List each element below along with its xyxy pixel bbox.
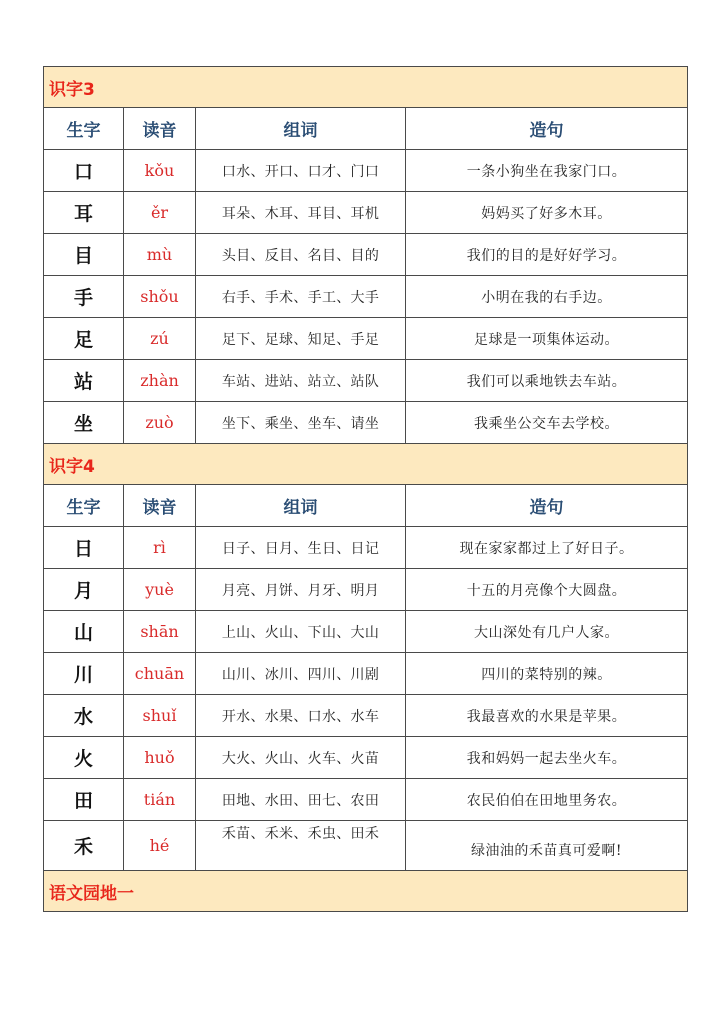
- character-cell: 水: [44, 695, 124, 737]
- pinyin-cell: shuǐ: [124, 695, 196, 737]
- sentence-cell: 小明在我的右手边。: [406, 276, 688, 318]
- vocabulary-table-body: [44, 67, 688, 912]
- column-header-row: [44, 485, 688, 527]
- character-cell: 禾: [44, 821, 124, 871]
- pinyin-cell: rì: [124, 527, 196, 569]
- character-cell: 耳: [44, 192, 124, 234]
- words-cell: 车站、进站、站立、站队: [196, 360, 406, 402]
- sentence-cell: 我最喜欢的水果是苹果。: [406, 695, 688, 737]
- sentence-cell: 大山深处有几户人家。: [406, 611, 688, 653]
- section-title: 识字4: [44, 444, 688, 485]
- sentence-cell: 妈妈买了好多木耳。: [406, 192, 688, 234]
- character-cell: 日: [44, 527, 124, 569]
- sentence-cell: 农民伯伯在田地里务农。: [406, 779, 688, 821]
- table-row: [44, 234, 688, 276]
- table-row: [44, 737, 688, 779]
- pinyin-cell: mù: [124, 234, 196, 276]
- words-cell: 口水、开口、口才、门口: [196, 150, 406, 192]
- pinyin-cell: tián: [124, 779, 196, 821]
- header-char: 生字: [44, 485, 124, 527]
- words-cell: 右手、手术、手工、大手: [196, 276, 406, 318]
- sentence-cell: 我乘坐公交车去学校。: [406, 402, 688, 444]
- pinyin-cell: shān: [124, 611, 196, 653]
- words-cell: 耳朵、木耳、耳目、耳机: [196, 192, 406, 234]
- table-row: [44, 569, 688, 611]
- table-row: [44, 611, 688, 653]
- words-cell: 禾苗、禾米、禾虫、田禾: [196, 821, 406, 871]
- table-row: [44, 695, 688, 737]
- sentence-cell: 十五的月亮像个大圆盘。: [406, 569, 688, 611]
- vocabulary-sheet: [43, 66, 687, 912]
- sentence-cell: 现在家家都过上了好日子。: [406, 527, 688, 569]
- header-words: 组词: [196, 108, 406, 150]
- header-pinyin: 读音: [124, 485, 196, 527]
- words-cell: 日子、日月、生日、日记: [196, 527, 406, 569]
- words-cell: 坐下、乘坐、坐车、请坐: [196, 402, 406, 444]
- words-cell: 山川、冰川、四川、川剧: [196, 653, 406, 695]
- header-words: 组词: [196, 485, 406, 527]
- pinyin-cell: zhàn: [124, 360, 196, 402]
- table-row: [44, 150, 688, 192]
- pinyin-cell: hé: [124, 821, 196, 871]
- table-row: [44, 653, 688, 695]
- column-header-row: [44, 108, 688, 150]
- words-cell: 头目、反目、名目、目的: [196, 234, 406, 276]
- sentence-cell: 绿油油的禾苗真可爱啊!: [406, 821, 688, 871]
- character-cell: 川: [44, 653, 124, 695]
- table-row: [44, 779, 688, 821]
- sentence-cell: 我们可以乘地铁去车站。: [406, 360, 688, 402]
- words-cell: 月亮、月饼、月牙、明月: [196, 569, 406, 611]
- character-cell: 田: [44, 779, 124, 821]
- character-cell: 火: [44, 737, 124, 779]
- section-title-row: [44, 871, 688, 912]
- table-row: [44, 527, 688, 569]
- table-row: [44, 192, 688, 234]
- section-title-row: [44, 67, 688, 108]
- pinyin-cell: huǒ: [124, 737, 196, 779]
- character-cell: 坐: [44, 402, 124, 444]
- pinyin-cell: zú: [124, 318, 196, 360]
- pinyin-cell: ěr: [124, 192, 196, 234]
- words-cell: 大火、火山、火车、火苗: [196, 737, 406, 779]
- words-cell: 上山、火山、下山、大山: [196, 611, 406, 653]
- header-pinyin: 读音: [124, 108, 196, 150]
- section-title: 识字3: [44, 67, 688, 108]
- character-cell: 站: [44, 360, 124, 402]
- section-title-row: [44, 444, 688, 485]
- vocabulary-table: [43, 66, 688, 912]
- pinyin-cell: yuè: [124, 569, 196, 611]
- character-cell: 手: [44, 276, 124, 318]
- words-cell: 足下、足球、知足、手足: [196, 318, 406, 360]
- words-cell: 开水、水果、口水、水车: [196, 695, 406, 737]
- table-row: [44, 402, 688, 444]
- character-cell: 目: [44, 234, 124, 276]
- character-cell: 月: [44, 569, 124, 611]
- table-row: [44, 276, 688, 318]
- pinyin-cell: chuān: [124, 653, 196, 695]
- sentence-cell: 一条小狗坐在我家门口。: [406, 150, 688, 192]
- section-title: 语文园地一: [44, 871, 688, 912]
- header-char: 生字: [44, 108, 124, 150]
- character-cell: 足: [44, 318, 124, 360]
- table-row: [44, 360, 688, 402]
- sentence-cell: 足球是一项集体运动。: [406, 318, 688, 360]
- character-cell: 口: [44, 150, 124, 192]
- pinyin-cell: kǒu: [124, 150, 196, 192]
- pinyin-cell: shǒu: [124, 276, 196, 318]
- words-cell: 田地、水田、田七、农田: [196, 779, 406, 821]
- sentence-cell: 我和妈妈一起去坐火车。: [406, 737, 688, 779]
- header-sentence: 造句: [406, 485, 688, 527]
- sentence-cell: 四川的菜特别的辣。: [406, 653, 688, 695]
- table-row: [44, 318, 688, 360]
- header-sentence: 造句: [406, 108, 688, 150]
- character-cell: 山: [44, 611, 124, 653]
- table-row: [44, 821, 688, 871]
- pinyin-cell: zuò: [124, 402, 196, 444]
- sentence-cell: 我们的目的是好好学习。: [406, 234, 688, 276]
